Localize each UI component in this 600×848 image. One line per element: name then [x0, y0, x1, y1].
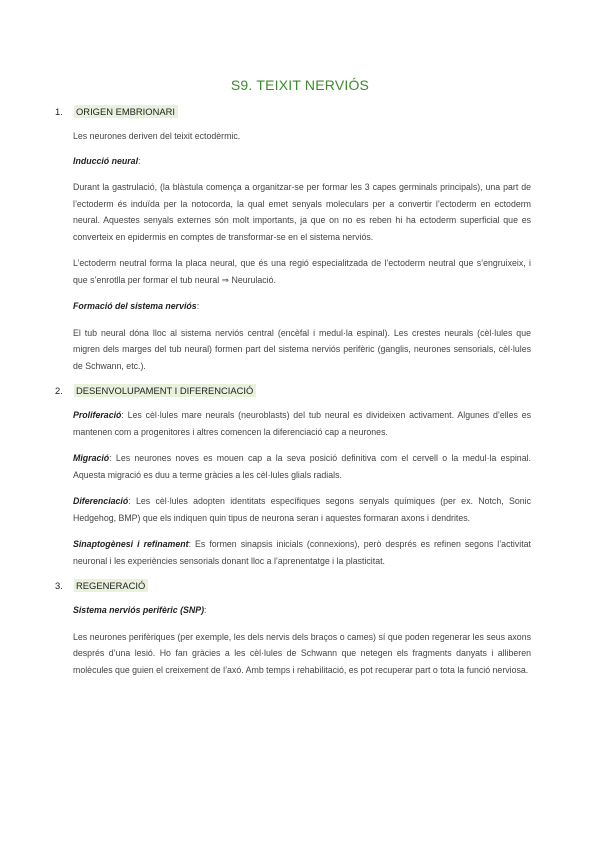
- subheading-text: Sistema nerviós perifèric (SNP): [73, 605, 205, 615]
- paragraph: Durant la gastrulació, (la blàstula comença a organitzar-se per formar les 3 capes germinals principals), una part de l’ectoderm és induïda per la notocorda, la qual emet senyals moleculars per a convertir l’ectoderm en ectoderm neural. Aquestes senyals externes són molt importants, ja que on no es reben hi ha ectoderm superficial que es converteix en epidermis en comptes de transformar-se en el sistema nerviós.: [73, 182, 531, 242]
- item-text: : Es formen sinapsis inicials (connexions), però després es refinen segons l’activitat neuronal i les experiències sensorials donant lloc a l’aprenentatge i la plasticitat.: [73, 539, 531, 566]
- paragraph-item: [73, 536, 531, 569]
- subheading: [73, 298, 531, 315]
- section-heading-1: [55, 103, 531, 120]
- section-body-3: [73, 594, 531, 678]
- section-number: 3.: [55, 580, 63, 591]
- subheading-colon: :: [138, 155, 141, 166]
- section-title: ORIGEN EMBRIONARI: [74, 105, 178, 118]
- paragraph: Les neurones deriven del teixit ectodèrmic.: [73, 131, 241, 141]
- paragraph-item: [73, 407, 531, 440]
- paragraph: L’ectoderm neutral forma la placa neural, que és una regió especialitzada de l’ectoderm neutral que s’engruixeix, i que s’enrotlla per formar el tub neural ⇒ Neurulació.: [73, 258, 531, 285]
- paragraph-item: [73, 450, 531, 483]
- item-text: : Les cèl·lules mare neurals (neuroblasts) del tub neural es divideixen activament. Algunes d’elles es mantenen com a progenitores i altres comencen la diferenciació cap a neurones.: [73, 410, 531, 437]
- paragraph-item: [73, 493, 531, 526]
- item-term: Diferenciació: [73, 496, 129, 506]
- page-title: S9. TEIXIT NERVIÓS: [230, 77, 370, 93]
- section-title: DESENVOLUPAMENT I DIFERENCIACIÓ: [74, 384, 256, 397]
- subheading: [73, 153, 531, 170]
- subheading: [73, 602, 531, 619]
- item-text: : Les cèl·lules adopten identitats específiques segons senyals químiques (per ex. Notch, Sonic Hedgehog, BMP) que els indiquen quin tipus de neurona seran i aquestes formaran axons i dendrites.: [73, 496, 531, 523]
- paragraph: Les neurones perifèriques (per exemple, les dels nervis dels braços o cames) sí que poden regenerar les seus axons després d’una lesió. Ho fan gràcies a les cèl·lules de Schwann que netegen els fragments danyats i alliberen molècules que guien el creixement de l’axó. Amb temps i rehabilitació, es pot recuperar part o tota la funció nerviosa.: [73, 631, 531, 675]
- section-body-2: [73, 399, 531, 569]
- item-term: Migració: [73, 453, 110, 463]
- document-content: [55, 103, 531, 678]
- section-number: 1.: [55, 106, 63, 117]
- subheading-text: Inducció neural: [73, 155, 139, 166]
- section-body-1: [73, 120, 531, 374]
- subheading-colon: :: [204, 605, 207, 615]
- item-term: Proliferació: [73, 410, 122, 420]
- section-heading-2: [55, 382, 531, 399]
- paragraph: El tub neural dóna lloc al sistema nerviós central (encèfal i medul·la espinal). Les crestes neurals (cèl·lules que migren dels marges del tub neural) formen part del sistema nerviós perifèric (ganglis, neurones sensorials, cèl·lules de Schwann, etc.).: [73, 327, 531, 371]
- subheading-text: Formació del sistema nerviós: [73, 301, 197, 311]
- section-number: 2.: [55, 385, 63, 396]
- subheading-colon: :: [196, 301, 200, 311]
- section-heading-3: [55, 577, 531, 594]
- section-title: REGENERACIÓ: [74, 579, 148, 592]
- item-text: : Les neurones noves es mouen cap a la seva posició definitiva com el cervell o la medul·la espinal. Aquesta migració es duu a terme gràcies a les cèl·lules glials radials.: [73, 453, 531, 480]
- item-term: Sinaptogènesi i refinament: [73, 539, 189, 549]
